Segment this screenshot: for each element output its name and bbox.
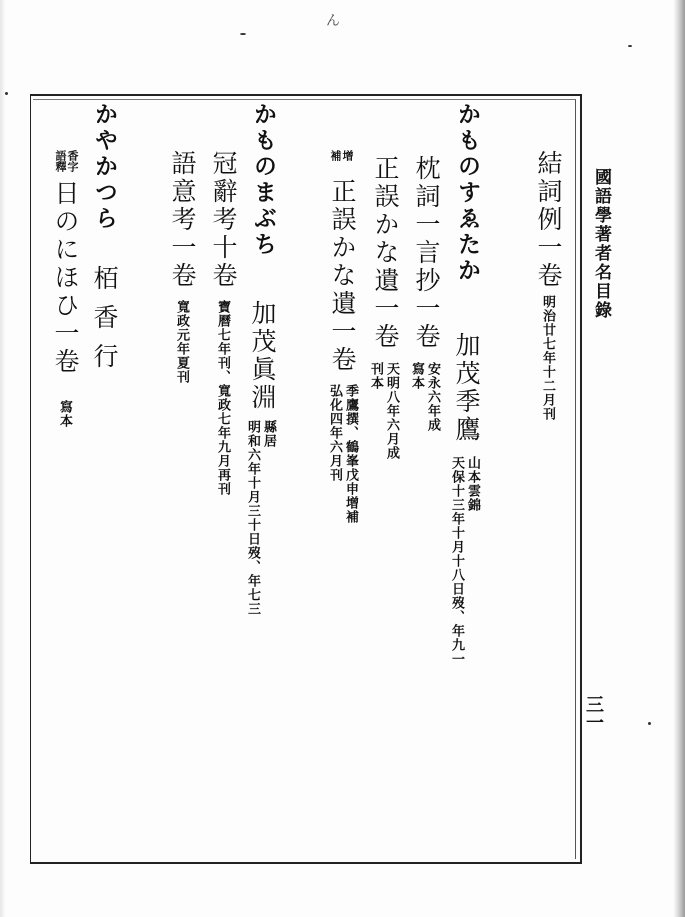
entry-4-prefix-b: 補 bbox=[329, 150, 342, 161]
entry-1-title: 結詞例一卷 bbox=[534, 150, 563, 290]
author-alias-suetaka: 山本雲錦 bbox=[465, 456, 480, 512]
speck bbox=[5, 92, 8, 95]
author-death-suetaka: 天保十三年十月十八日歿、年九一 bbox=[449, 456, 464, 666]
entry-4-prefix-a: 增 bbox=[341, 150, 354, 161]
speck bbox=[648, 722, 651, 725]
page-number: 三一 bbox=[583, 695, 604, 731]
entry-6-publication: 寬政元年夏刊 bbox=[174, 300, 189, 384]
author-heading-katsura: かやかつら bbox=[91, 102, 118, 232]
author-name-mabuchi: 加茂眞淵 bbox=[248, 300, 277, 412]
entry-5-title: 冠辭考十卷 bbox=[209, 150, 238, 290]
author-name-suetaka: 加茂季鷹 bbox=[452, 332, 481, 444]
entry-7-title: 日のにほひ一卷 bbox=[51, 180, 80, 376]
entry-7-prefix-a: 香字 bbox=[66, 150, 79, 172]
author-death-mabuchi: 明和六年十月三十日歿、年七三 bbox=[245, 420, 260, 616]
entry-4-publication: 弘化四年六月刊 bbox=[327, 384, 342, 482]
entry-3-publication: 天明八年六月成 bbox=[384, 362, 399, 460]
author-name-katsura: 栢香行 bbox=[90, 265, 119, 382]
author-alias-mabuchi: 縣居 bbox=[261, 420, 276, 448]
page-left-edge bbox=[0, 0, 6, 917]
entry-3-title: 正誤かな遺一卷 bbox=[371, 155, 400, 351]
entry-7-prefix-b: 語釋 bbox=[54, 150, 67, 172]
speck bbox=[628, 45, 632, 47]
entry-1-publication: 明治廿七年十二月刊 bbox=[540, 295, 555, 421]
author-heading-mabuchi: かものまぶち bbox=[250, 102, 277, 258]
entry-2-format: 寫本 bbox=[409, 362, 424, 390]
entry-6-title: 語意考一卷 bbox=[168, 150, 197, 290]
entry-4-title: 正誤かな遺一卷 bbox=[328, 178, 357, 374]
entry-4-prefix bbox=[330, 150, 353, 161]
entry-2-publication: 安永六年成 bbox=[425, 362, 440, 432]
entry-5-publication: 寶曆七年刊、寬政七年九月再刊 bbox=[215, 300, 230, 496]
top-mark: ん bbox=[326, 13, 340, 29]
entry-2-title: 枕詞一言抄一卷 bbox=[412, 155, 441, 351]
entry-7-format: 寫本 bbox=[57, 400, 72, 428]
entry-3-format: 刊本 bbox=[368, 362, 383, 390]
running-title: 國語學著者名目錄 bbox=[591, 168, 611, 320]
entry-4-compiler: 季鷹撰、鶴峯戊申增補 bbox=[343, 384, 358, 524]
book-spine-shadow bbox=[673, 0, 685, 917]
author-heading-suetaka: かものすゑたか bbox=[454, 102, 481, 284]
speck bbox=[240, 33, 246, 35]
entry-7-prefix bbox=[55, 150, 78, 172]
